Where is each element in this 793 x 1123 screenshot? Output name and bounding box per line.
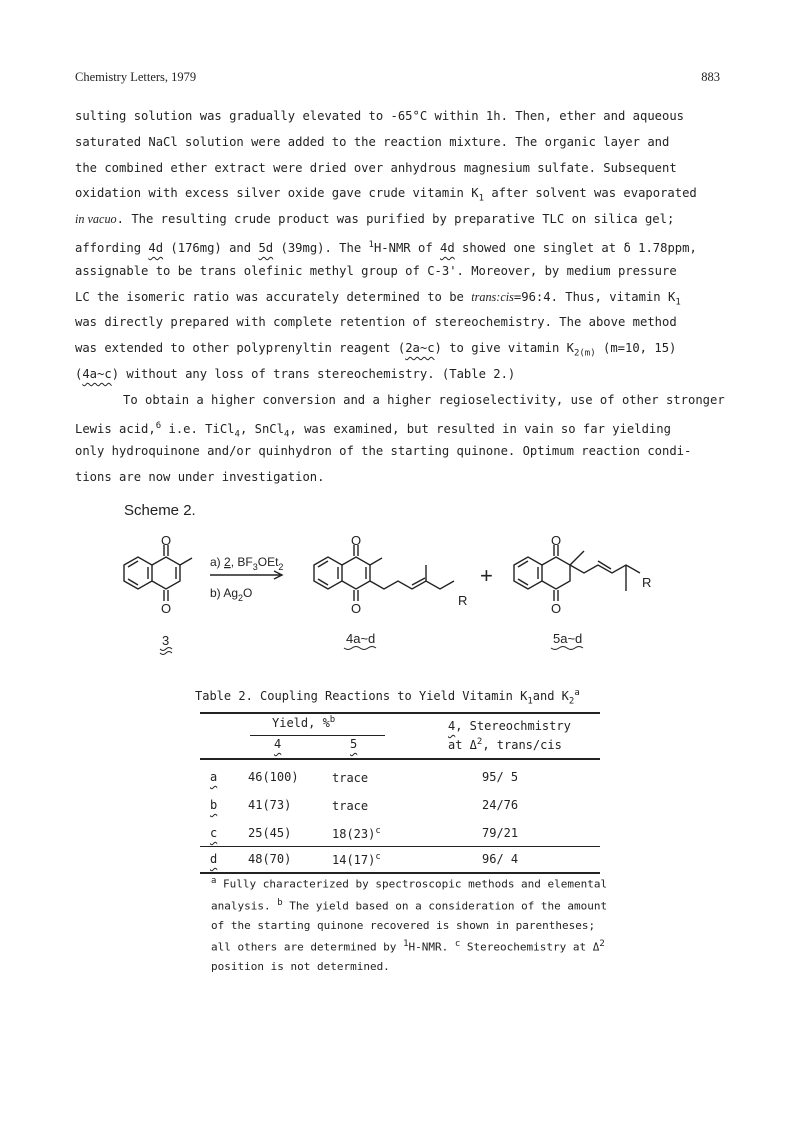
- header-col-4: 4: [274, 737, 282, 751]
- row-yield-5: trace: [332, 771, 369, 785]
- row-yield-4: 25(45): [248, 826, 292, 840]
- condition-b: b) $Ag_2O$: [210, 586, 253, 603]
- row-label: c: [210, 826, 218, 840]
- oxygen-label: O: [551, 535, 562, 548]
- row-yield-5: $14(17)^c$: [332, 852, 381, 867]
- body-line: sulting solution was gradually elevated to -65°C within 1h. Then, ether and aqueous: [75, 109, 685, 123]
- row-stereo: 95/ 5: [482, 770, 519, 784]
- body-line: was directly prepared with complete retention of stereochemistry. The above method: [75, 315, 677, 330]
- body-line: (4a~c) without any loss of trans stereochemistry. (Table 2.): [75, 366, 516, 381]
- table-caption: Table 2. Coupling Reactions to Yield Vitamin $K_1and$ $K_2^a$: [195, 688, 580, 707]
- row-label: d: [210, 852, 218, 866]
- footnote-line: all others are determined by $^1$H-NMR. $^c$ Stereochemistry at $\Delta^2$: [211, 938, 605, 954]
- header-col-5: 5: [350, 737, 358, 751]
- page-number: 883: [701, 70, 720, 84]
- condition-a: a) 2, $BF_3OEt_2$: [210, 555, 284, 572]
- header-stereo-sub: at $\Delta^2$, trans/cis: [448, 737, 562, 752]
- reaction-scheme: [110, 535, 670, 660]
- row-yield-4: 48(70): [248, 852, 292, 866]
- body-line: LC the isomeric ratio was accurately determined to be trans:cis=96:4. Thus, vitamin $K_1$: [75, 289, 681, 308]
- body-line: oxidation with excess silver oxide gave crude vitamin $K_1$ after solvent was evaporated: [75, 186, 697, 204]
- structure-4: [314, 545, 454, 601]
- body-line: affording 4d (176mg) and 5d (39mg). The $^1$H-NMR of 4d showed one singlet at δ 1.78ppm,: [75, 239, 697, 256]
- body-line: Lewis acid,$^6$ i.e. TiCl$_4$, SnCl$_4$, was examined, but resulted in vain so far yielding: [75, 420, 671, 440]
- table-rule: [200, 758, 600, 760]
- r-group-label: R: [458, 593, 468, 608]
- oxygen-label: O: [161, 601, 172, 616]
- table-rule: [250, 735, 385, 736]
- oxygen-label: O: [161, 535, 172, 548]
- body-line: saturated NaCl solution were added to the reaction mixture. The organic layer and: [75, 134, 670, 149]
- row-yield-4: 46(100): [248, 770, 299, 784]
- body-line: the combined ether extract were dried over anhydrous magnesium sulfate. Subsequent: [75, 160, 677, 175]
- row-label: a: [210, 770, 218, 784]
- compound-number-5: 5a~d: [553, 631, 583, 646]
- body-line: was extended to other polyprenyltin reagent (2a~c) to give vitamin $K_{2(m)}$ (m=10, 15): [75, 341, 677, 359]
- footnote-line: position is not determined.: [211, 959, 390, 973]
- r-group-label: R: [642, 575, 652, 590]
- structure-5: [514, 545, 640, 601]
- row-yield-4: 41(73): [248, 798, 292, 812]
- table-footnotes: [211, 872, 611, 976]
- compound-number-3: 3: [162, 633, 170, 648]
- row-yield-5: $18(23)^c$: [332, 826, 381, 841]
- table-rule: [200, 712, 600, 714]
- structure-3: [124, 545, 192, 601]
- footnote-line: $^a$ Fully characterized by spectroscopic methods and elemental: [211, 876, 608, 891]
- journal-title: Chemistry Letters, 1979: [75, 70, 197, 84]
- oxygen-label: O: [351, 535, 362, 548]
- body-line: tions are now under investigation.: [75, 470, 325, 485]
- row-stereo: 24/76: [482, 798, 519, 812]
- header-yield: Yield, %$^b$: [272, 715, 336, 730]
- footnote-line: of the starting quinone recovered is shown in parentheses;: [211, 918, 596, 932]
- scheme-label: Scheme 2.: [124, 502, 196, 519]
- row-stereo: 79/21: [482, 826, 519, 840]
- oxygen-label: O: [351, 601, 362, 616]
- body-text: [75, 104, 755, 491]
- compound-number-4: 4a~d: [346, 631, 376, 646]
- oxygen-label: O: [551, 601, 562, 616]
- body-line: To obtain a higher conversion and a higher regioselectivity, use of other stronger: [123, 392, 725, 407]
- body-line: assignable to be trans olefinic methyl group of C-3'. Moreover, by medium pressure: [75, 263, 677, 278]
- plus-sign: +: [480, 563, 493, 588]
- body-line: in vacuo. The resulting crude product was purified by preparative TLC on silica gel;: [75, 212, 675, 227]
- body-line: only hydroquinone and/or quinhydron of the starting quinone. Optimum reaction condi-: [75, 444, 692, 459]
- page-header: [75, 70, 720, 85]
- row-yield-5: trace: [332, 799, 369, 813]
- table-rule: [200, 846, 600, 847]
- footnote-line: analysis. $^b$ The yield based on a consideration of the amount: [211, 897, 608, 913]
- row-label: b: [210, 798, 218, 812]
- row-stereo: 96/ 4: [482, 852, 519, 866]
- header-stereo: 4, Stereochmistry: [448, 719, 571, 733]
